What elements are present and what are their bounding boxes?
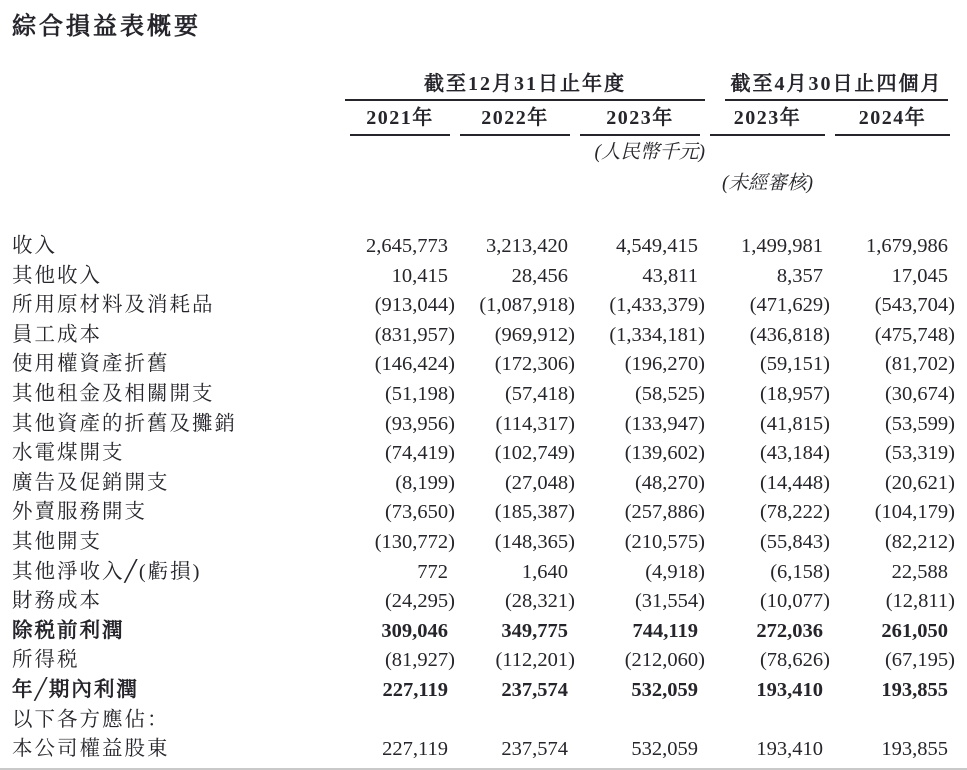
row-value: 261,050 [881,619,948,642]
row-value: (114,317) [495,412,575,435]
row-value: 17,045 [891,264,948,287]
row-value: 1,499,981 [741,235,823,257]
table-row [12,439,967,469]
row-value: 744,119 [632,619,698,642]
row-value: (913,044) [374,294,455,317]
row-value: (24,295) [384,590,455,613]
row-value: 237,574 [501,738,568,761]
row-value: (12,811) [885,590,955,613]
row-label: 其他淨收入╱(虧損) [12,560,202,583]
row-value: (73,650) [384,501,455,524]
column-header-4m2024-label: 2024年 [835,101,950,136]
row-value: 272,036 [756,619,823,642]
row-value: (112,201) [495,649,575,672]
table-row [12,262,967,292]
currency-note: (人民幣千元) [594,142,705,163]
row-value: (78,222) [759,501,830,524]
row-label: 員工成本 [12,323,102,346]
row-value: (196,270) [624,353,705,376]
row-value: 532,059 [631,738,698,761]
header-group-annual [345,72,705,101]
row-value: 193,410 [756,738,823,761]
column-header-fy2023-label: 2023年 [580,101,700,136]
row-value: 309,046 [381,619,448,642]
table-row [12,676,967,706]
row-value: (48,270) [634,471,705,494]
row-value: (55,843) [759,530,830,553]
row-value: (27,048) [504,471,575,494]
row-label: 其他開支 [12,530,102,553]
row-label: 財務成本 [12,590,102,613]
row-value: (58,525) [634,382,705,405]
row-value: (14,448) [759,471,830,494]
row-label: 其他資產的折舊及攤銷 [12,412,237,435]
row-value: (130,772) [374,530,455,553]
row-label: 年╱期內利潤 [12,678,139,701]
row-value [345,706,455,736]
row-value: (67,195) [884,649,955,672]
row-value [830,706,955,736]
row-value: (1,433,379) [609,294,705,317]
row-value: (20,621) [884,471,955,494]
row-value: (133,947) [624,412,705,435]
column-header-fy2023 [575,101,705,136]
currency-note-row [12,140,955,165]
row-value: 532,059 [631,678,698,701]
table-row [12,291,967,321]
row-value: 227,119 [382,738,448,761]
table-row [12,706,967,736]
row-value: (41,815) [759,412,830,435]
row-value: 28,456 [511,264,568,287]
header-group-interim-title: 截至4月30日止四個月 [725,72,948,101]
row-value: 10,415 [391,264,448,287]
row-value: (28,321) [504,590,575,613]
table-row [12,558,967,588]
row-value: (146,424) [374,353,455,376]
table-row [12,528,967,558]
table-row [12,380,967,410]
row-value: (1,334,181) [609,323,705,346]
row-value: (82,212) [884,530,955,553]
row-value: (148,365) [494,530,575,553]
row-value: (436,818) [749,323,830,346]
row-value: (8,199) [395,471,455,494]
table-row [12,617,967,647]
table-row [12,410,967,440]
row-value: (969,912) [494,323,575,346]
row-value: (18,957) [759,382,830,405]
row-value: (93,956) [384,412,455,435]
row-value [455,706,575,736]
row-value: (59,151) [759,353,830,376]
row-value: 2,645,773 [366,235,448,257]
page-title: 綜合損益表概要 [12,14,201,40]
row-value: (475,748) [874,323,955,346]
column-header-fy2021 [345,101,455,136]
row-label: 所用原材料及消耗品 [12,294,215,317]
row-value: (4,918) [645,560,705,583]
row-value [705,706,830,736]
row-label: 水電煤開支 [12,442,125,465]
row-value: 193,410 [756,678,823,701]
row-value: 3,213,420 [486,235,568,257]
row-value: (30,674) [884,382,955,405]
row-value: (104,179) [874,501,955,524]
row-value: 193,855 [881,678,948,701]
row-value: (53,599) [884,412,955,435]
table-row [12,469,967,499]
row-value: 237,574 [501,678,568,701]
table-row [12,735,967,765]
unaudited-note-row [12,171,955,196]
row-value: (210,575) [624,530,705,553]
header-group-annual-title: 截至12月31日止年度 [345,72,705,101]
row-value: (831,957) [374,323,455,346]
table-row [12,232,967,262]
row-value: (6,158) [770,560,830,583]
row-label: 本公司權益股東 [12,738,170,761]
row-value [575,706,705,736]
column-header-fy2022-label: 2022年 [460,101,570,136]
column-header-fy2022 [455,101,575,136]
unaudited-note: (未經審核) [722,173,813,194]
row-value: (53,319) [884,442,955,465]
table-header-groups [12,72,955,101]
row-value: 772 [417,560,448,583]
row-value: (81,927) [384,649,455,672]
row-value: (543,704) [874,294,955,317]
row-value: (257,886) [624,501,705,524]
row-value: 1,679,986 [866,235,948,257]
column-header-fy2021-label: 2021年 [350,101,450,136]
table-row [12,646,967,676]
header-group-interim [705,72,955,101]
row-label: 其他租金及相關開支 [12,382,215,405]
row-value: 349,775 [501,619,568,642]
table-row [12,321,967,351]
row-value: (139,602) [624,442,705,465]
row-value: 8,357 [776,264,823,287]
row-value: (78,626) [759,649,830,672]
row-value: (10,077) [759,590,830,613]
table-row [12,498,967,528]
row-label: 以下各方應佔： [12,708,170,731]
row-label: 外賣服務開支 [12,501,147,524]
table-year-header [12,101,955,136]
row-value: (51,198) [384,382,455,405]
table-body [12,232,967,765]
row-value: 193,855 [881,738,948,761]
table-row [12,587,967,617]
row-value: 4,549,415 [616,235,698,257]
row-value: (185,387) [494,501,575,524]
row-label: 使用權資產折舊 [12,353,170,376]
row-label: 所得税 [12,649,80,672]
row-value: (57,418) [504,382,575,405]
row-value: 1,640 [521,560,568,583]
row-value: 22,588 [891,560,948,583]
row-value: (43,184) [759,442,830,465]
row-value: (102,749) [494,442,575,465]
row-value: (31,554) [634,590,705,613]
row-label: 收入 [12,235,57,257]
row-label: 廣告及促銷開支 [12,471,170,494]
row-value: (1,087,918) [479,294,575,317]
column-header-4m2023 [705,101,830,136]
table-row [12,350,967,380]
row-value: (172,306) [494,353,575,376]
row-value: (471,629) [749,294,830,317]
row-value: 227,119 [382,678,448,701]
column-header-4m2023-label: 2023年 [710,101,825,136]
row-value: 43,811 [642,264,698,287]
column-header-4m2024 [830,101,955,136]
row-label: 除税前利潤 [12,619,125,642]
row-value: (81,702) [884,353,955,376]
row-label: 其他收入 [12,264,102,287]
row-value: (212,060) [624,649,705,672]
row-value: (74,419) [384,442,455,465]
